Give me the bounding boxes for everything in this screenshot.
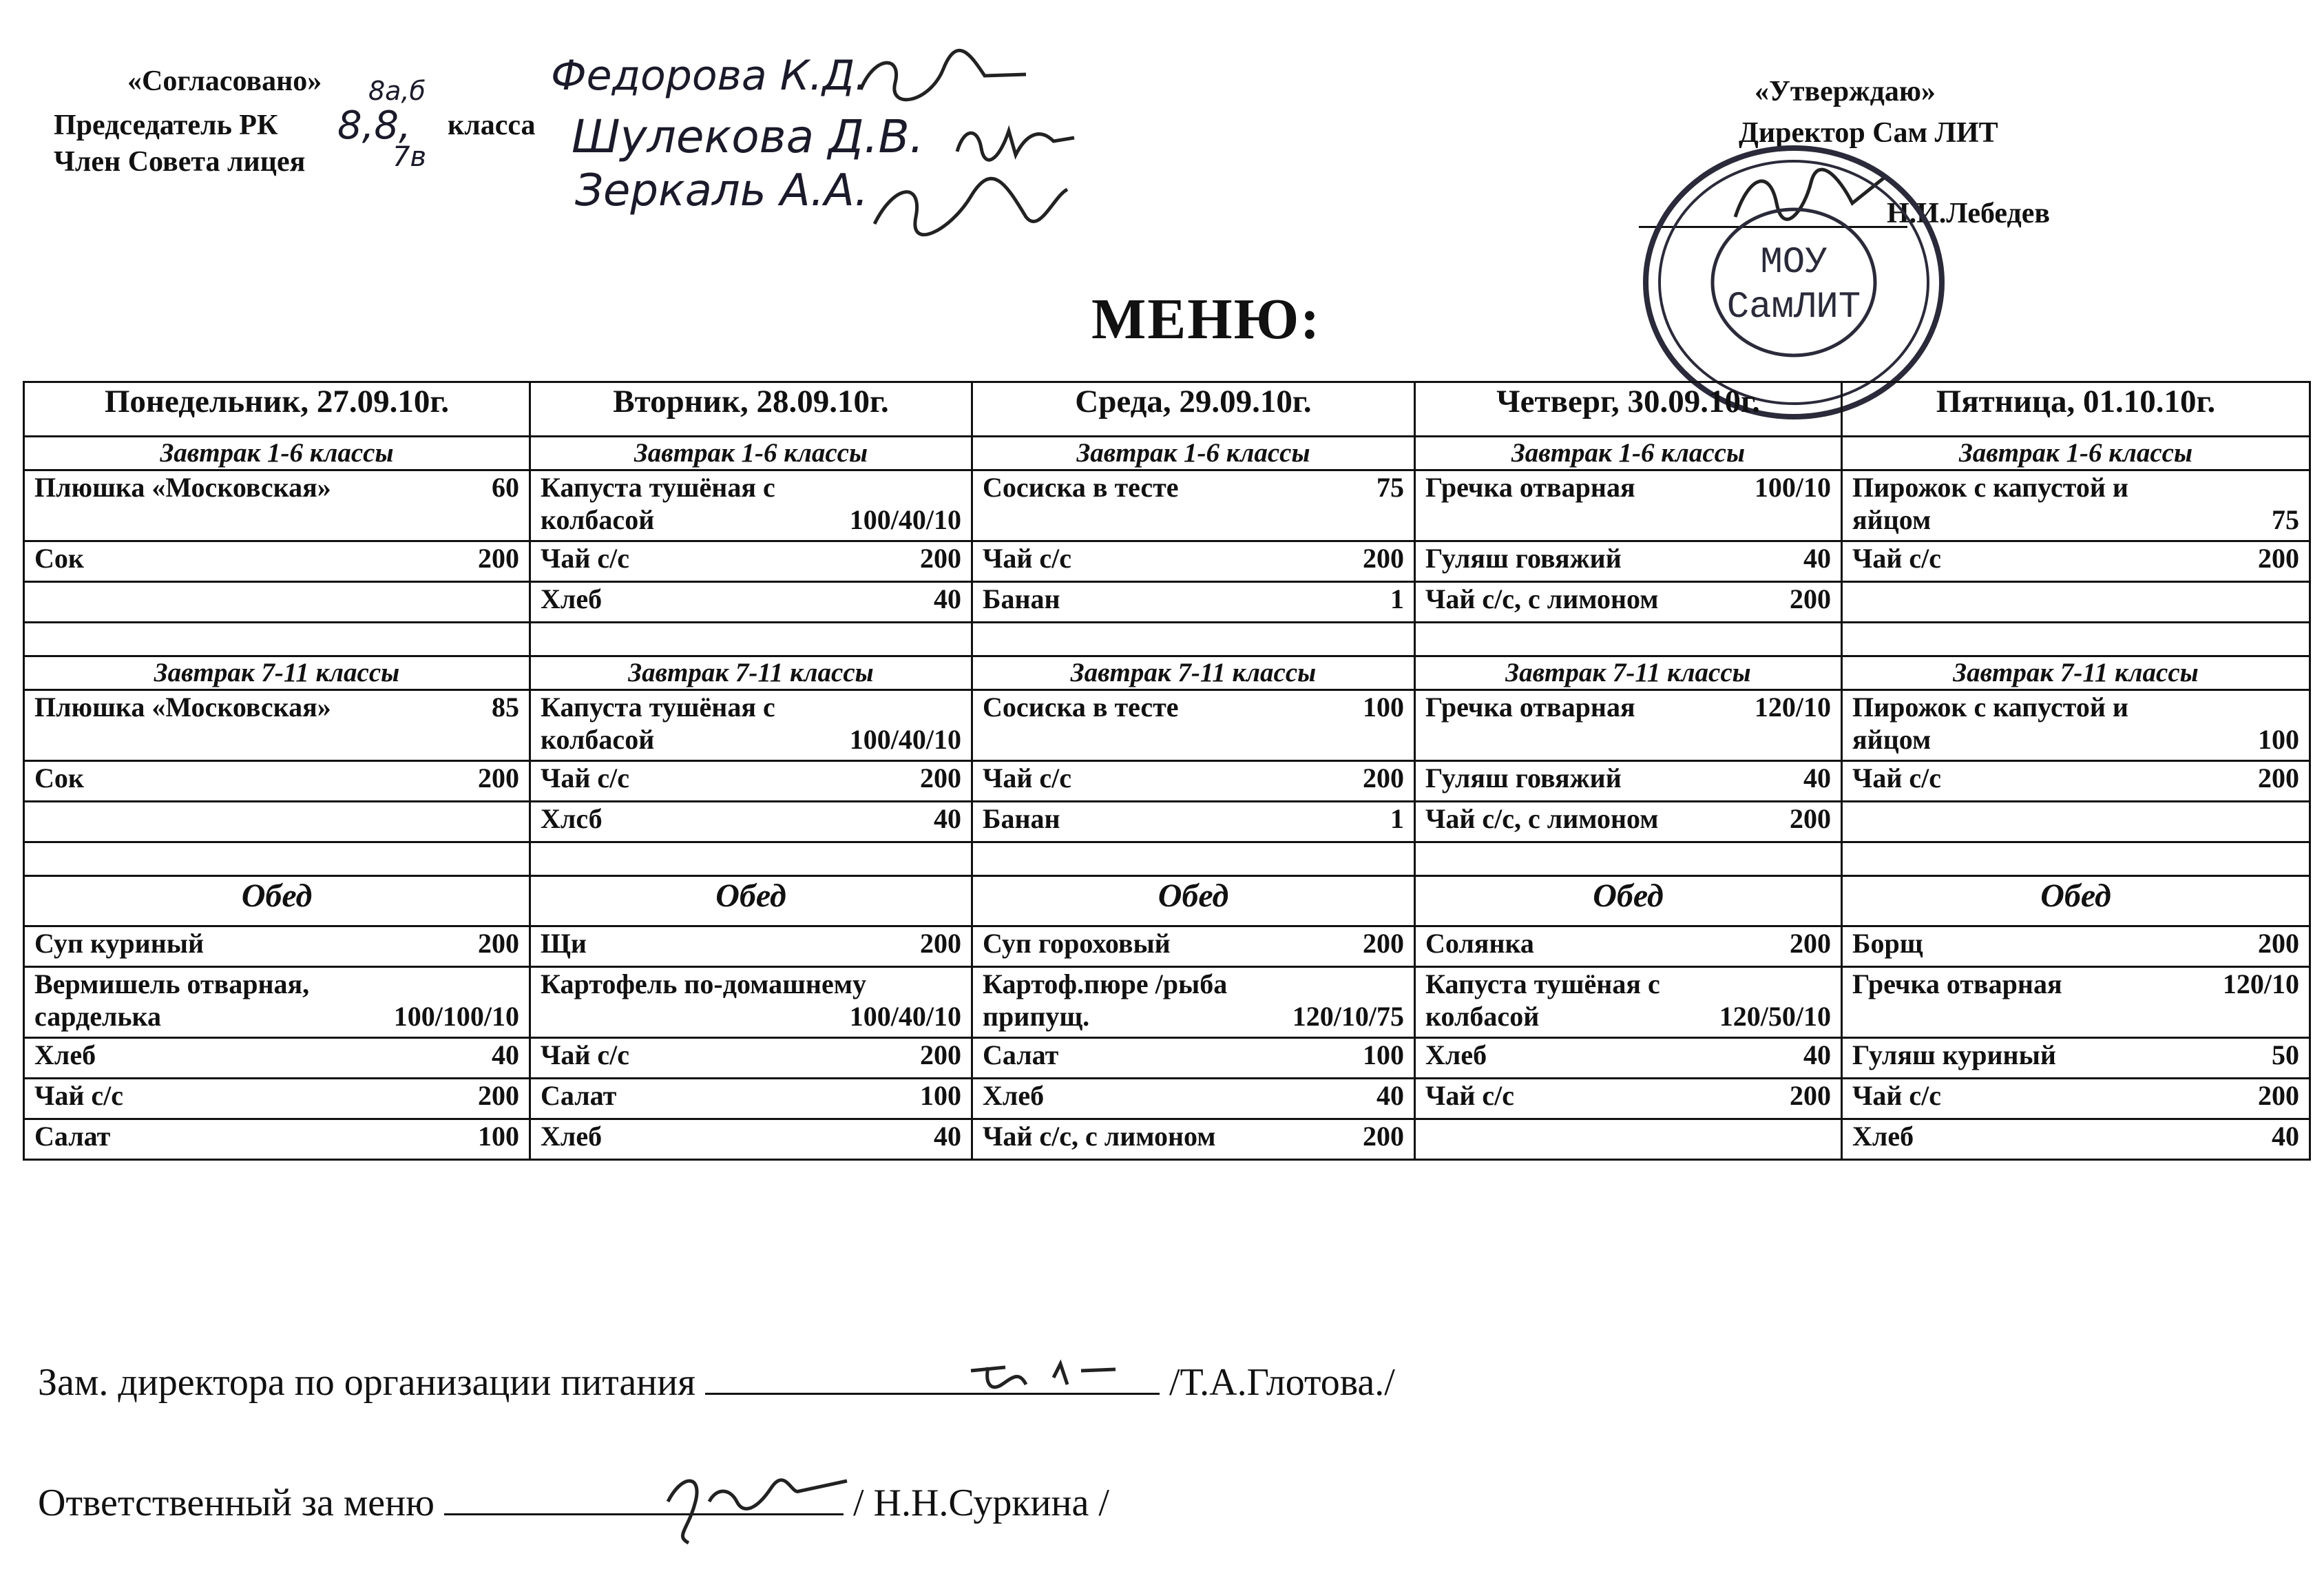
dish-portion: 40 xyxy=(1803,1039,1831,1070)
page-title: МЕНЮ: xyxy=(1091,287,1321,351)
dish-portion: 120/10/75 xyxy=(1292,1001,1404,1032)
dish-name: Хлеб xyxy=(541,583,603,614)
menu-cell xyxy=(1842,926,2310,967)
dish-name: Картоф.пюре /рыба xyxy=(983,968,1228,999)
dish-portion: 75 xyxy=(2272,504,2299,535)
dish-name: Чай с/с xyxy=(1852,763,1942,794)
menu-cell xyxy=(530,802,972,842)
dish-portion: 200 xyxy=(478,763,519,794)
day-header: Четверг, 30.09.10г. xyxy=(1415,382,1842,437)
menu-cell xyxy=(1415,582,1842,623)
menu-cell xyxy=(972,690,1415,761)
menu-cell xyxy=(972,761,1415,802)
dish-portion: 200 xyxy=(478,543,519,574)
dish-name-cont: колбасой xyxy=(1425,1001,1540,1032)
dish-portion: 200 xyxy=(1363,543,1404,574)
dish-portion: 100/100/10 xyxy=(393,1001,519,1032)
menu-cell xyxy=(24,1119,530,1160)
dish-name: Плюшка «Московская» xyxy=(34,472,331,503)
dish-portion: 85 xyxy=(492,692,519,723)
menu-cell xyxy=(1842,470,2310,541)
table-row xyxy=(24,541,2310,582)
dish-name-cont: яйцом xyxy=(1852,504,1932,535)
dish-portion: 200 xyxy=(2258,763,2299,794)
menu-cell xyxy=(972,1038,1415,1079)
section-label: Обед xyxy=(1842,876,2310,926)
section-label: Завтрак 7-11 классы xyxy=(1842,656,2310,690)
dish-portion: 60 xyxy=(492,472,519,503)
dish-name: Сок xyxy=(34,543,84,574)
dish-portion: 100/40/10 xyxy=(849,724,961,755)
section-label: Завтрак 7-11 классы xyxy=(530,656,972,690)
menu-cell xyxy=(972,1119,1415,1160)
dish-portion: 200 xyxy=(920,928,961,959)
dish-portion: 40 xyxy=(2272,1121,2299,1152)
dish-name-cont: сарделька xyxy=(34,1001,161,1032)
dish-name: Сок xyxy=(34,763,84,794)
stamp-center-bottom: СамЛИТ xyxy=(1726,287,1861,329)
dish-portion: 100 xyxy=(2258,724,2299,755)
dish-portion: 100/40/10 xyxy=(849,1001,961,1032)
dish-name: Пирожок с капустой и xyxy=(1852,472,2128,503)
dish-name: Банан xyxy=(983,583,1060,614)
signature-1 xyxy=(854,48,1033,110)
council-member-label: Член Совета лицея xyxy=(54,146,306,178)
responsible-name: / Н.Н.Суркина / xyxy=(852,1482,1109,1524)
dish-portion: 200 xyxy=(2258,1080,2299,1111)
menu-cell xyxy=(972,926,1415,967)
dish-portion: 100/10 xyxy=(1754,472,1831,503)
empty-cell xyxy=(1415,842,1842,876)
menu-cell xyxy=(530,1119,972,1160)
dish-portion: 1 xyxy=(1390,583,1404,614)
table-row xyxy=(24,926,2310,967)
dish-portion: 200 xyxy=(2258,928,2299,959)
dish-portion: 40 xyxy=(1803,543,1831,574)
menu-cell xyxy=(24,582,530,623)
menu-cell xyxy=(530,541,972,582)
dish-name: Гуляш говяжий xyxy=(1425,543,1622,574)
menu-cell xyxy=(1842,690,2310,761)
chair-class-label: класса xyxy=(448,110,536,141)
section-label: Завтрак 7-11 классы xyxy=(972,656,1415,690)
handwritten-class-c: 7в xyxy=(392,141,427,173)
dish-name: Салат xyxy=(983,1039,1059,1070)
menu-cell xyxy=(24,541,530,582)
section-label: Завтрак 1-6 классы xyxy=(530,437,972,470)
menu-cell xyxy=(1842,1038,2310,1079)
dish-name: Сосиска в тесте xyxy=(983,692,1179,723)
dish-portion: 40 xyxy=(934,583,961,614)
menu-cell xyxy=(1415,470,1842,541)
dish-portion: 40 xyxy=(934,803,961,834)
menu-cell xyxy=(24,690,530,761)
menu-cell xyxy=(1842,761,2310,802)
dish-name: Хлеб xyxy=(541,1121,603,1152)
dish-name: Пирожок с капустой и xyxy=(1852,692,2128,723)
dish-name: Вермишель отварная, xyxy=(34,968,310,999)
dish-portion: 200 xyxy=(2258,543,2299,574)
dish-name: Суп куриный xyxy=(34,928,205,959)
menu-cell xyxy=(530,1038,972,1079)
dish-name: Хлеб xyxy=(34,1039,96,1070)
dish-name: Чай с/с xyxy=(34,1080,124,1111)
dish-portion: 200 xyxy=(920,1039,961,1070)
dish-name-cont: припущ. xyxy=(983,1001,1090,1032)
menu-cell xyxy=(972,967,1415,1038)
menu-cell xyxy=(530,582,972,623)
menu-cell xyxy=(24,1038,530,1079)
menu-cell xyxy=(972,1079,1415,1119)
handwritten-name-1: Федорова К.Д. xyxy=(551,52,868,100)
menu-cell xyxy=(1415,690,1842,761)
empty-cell xyxy=(972,842,1415,876)
dish-portion: 120/10 xyxy=(2222,968,2299,999)
menu-cell xyxy=(1842,582,2310,623)
dish-portion: 100 xyxy=(1363,692,1404,723)
menu-cell xyxy=(530,690,972,761)
menu-cell xyxy=(972,470,1415,541)
dish-name: Банан xyxy=(983,803,1060,834)
menu-cell xyxy=(24,967,530,1038)
menu-cell xyxy=(972,582,1415,623)
section-label: Завтрак 7-11 классы xyxy=(24,656,530,690)
menu-cell xyxy=(1415,761,1842,802)
dish-name: Плюшка «Московская» xyxy=(34,692,331,723)
section-breakfast-1-6 xyxy=(24,437,2310,470)
dish-name-cont: колбасой xyxy=(541,504,655,535)
empty-cell xyxy=(24,842,530,876)
dish-name: Чай с/с xyxy=(983,543,1072,574)
section-label: Завтрак 7-11 классы xyxy=(1415,656,1842,690)
menu-cell xyxy=(1415,1038,1842,1079)
dish-portion: 40 xyxy=(492,1039,519,1070)
stamp-center-top: МОУ xyxy=(1760,242,1828,284)
handwritten-class-a: 8а,б xyxy=(368,76,426,106)
section-label: Обед xyxy=(24,876,530,926)
dish-name: Хлеб xyxy=(983,1080,1045,1111)
dish-name: Хлеб xyxy=(1425,1039,1487,1070)
section-label: Завтрак 1-6 классы xyxy=(1842,437,2310,470)
chair-label: Председатель РК xyxy=(54,110,278,141)
dish-name: Хлеб xyxy=(1852,1121,1914,1152)
day-header: Пятница, 01.10.10г. xyxy=(1842,382,2310,437)
dish-name: Гречка отварная xyxy=(1425,472,1635,503)
menu-cell xyxy=(1842,541,2310,582)
deputy-signature-line xyxy=(38,1360,1395,1404)
dish-portion: 100/40/10 xyxy=(849,504,961,535)
dish-name: Чай с/с xyxy=(983,763,1072,794)
dish-name: Чай с/с, с лимоном xyxy=(1425,583,1659,614)
table-row xyxy=(24,1079,2310,1119)
day-header: Среда, 29.09.10г. xyxy=(972,382,1415,437)
menu-cell xyxy=(972,802,1415,842)
dish-name: Сосиска в тесте xyxy=(983,472,1179,503)
dish-portion: 200 xyxy=(920,763,961,794)
dish-portion: 75 xyxy=(1376,472,1404,503)
menu-cell xyxy=(1415,1079,1842,1119)
dish-name: Капуста тушёная с xyxy=(541,692,775,723)
table-row xyxy=(24,470,2310,541)
empty-cell xyxy=(972,623,1415,656)
dish-name: Солянка xyxy=(1425,928,1534,959)
dish-portion: 50 xyxy=(2272,1039,2299,1070)
table-row xyxy=(24,761,2310,802)
dish-portion: 200 xyxy=(1790,1080,1831,1111)
dish-name: Чай с/с xyxy=(1852,1080,1942,1111)
dish-name: Капуста тушёная с xyxy=(541,472,775,503)
responsible-signature-line xyxy=(38,1481,1109,1525)
dish-name: Картофель по-домашнему xyxy=(541,968,866,999)
dish-name: Борщ xyxy=(1852,928,1923,959)
approve-heading: «Утверждаю» xyxy=(1755,76,1936,107)
menu-cell xyxy=(24,470,530,541)
dish-portion: 200 xyxy=(1790,803,1831,834)
menu-cell xyxy=(1842,967,2310,1038)
dish-portion: 1 xyxy=(1390,803,1404,834)
day-header: Понедельник, 27.09.10г. xyxy=(24,382,530,437)
menu-cell xyxy=(530,926,972,967)
dish-portion: 200 xyxy=(1363,1121,1404,1152)
menu-cell xyxy=(1415,967,1842,1038)
dish-portion: 120/10 xyxy=(1754,692,1831,723)
dish-name: Гречка отварная xyxy=(1852,968,2062,999)
section-label: Завтрак 1-6 классы xyxy=(1415,437,1842,470)
menu-cell xyxy=(24,761,530,802)
dish-portion: 40 xyxy=(1803,763,1831,794)
table-row xyxy=(24,1038,2310,1079)
deputy-label: Зам. директора по организации питания xyxy=(38,1361,695,1404)
deputy-signature xyxy=(964,1343,1122,1405)
dish-portion: 200 xyxy=(1790,583,1831,614)
dish-portion: 100 xyxy=(1363,1039,1404,1070)
dish-name: Гуляш куриный xyxy=(1852,1039,2056,1070)
agreed-heading: «Согласовано» xyxy=(127,65,322,97)
dish-portion: 200 xyxy=(478,928,519,959)
dish-portion: 100 xyxy=(920,1080,961,1111)
table-row xyxy=(24,967,2310,1038)
dish-portion: 40 xyxy=(934,1121,961,1152)
dish-portion: 120/50/10 xyxy=(1719,1001,1831,1032)
menu-cell xyxy=(24,1079,530,1119)
table-row xyxy=(24,1119,2310,1160)
section-label: Завтрак 1-6 классы xyxy=(24,437,530,470)
dish-name: Салат xyxy=(541,1080,617,1111)
table-row xyxy=(24,582,2310,623)
dish-portion: 100 xyxy=(478,1121,519,1152)
deputy-name: /Т.А.Глотова./ xyxy=(1169,1361,1395,1404)
empty-cell xyxy=(1415,623,1842,656)
menu-cell xyxy=(1842,1119,2310,1160)
empty-cell xyxy=(1842,623,2310,656)
dish-name: Салат xyxy=(34,1121,111,1152)
menu-cell xyxy=(24,802,530,842)
section-breakfast-7-11 xyxy=(24,656,2310,690)
empty-cell xyxy=(530,842,972,876)
dish-portion: 200 xyxy=(1363,928,1404,959)
dish-portion: 40 xyxy=(1376,1080,1404,1111)
handwritten-class-b: 8,8, xyxy=(337,103,411,148)
empty-cell xyxy=(530,623,972,656)
handwritten-name-2: Шулекова Д.В. xyxy=(572,110,924,163)
handwritten-name-3: Зеркаль А.А. xyxy=(575,165,869,216)
menu-cell xyxy=(530,761,972,802)
dish-portion: 200 xyxy=(478,1080,519,1111)
dish-name: Чай с/с xyxy=(541,763,630,794)
dish-name: Чай с/с xyxy=(1852,543,1942,574)
signature-3 xyxy=(868,169,1074,245)
dish-name: Гречка отварная xyxy=(1425,692,1635,723)
dish-name: Чай с/с xyxy=(1425,1080,1515,1111)
menu-cell xyxy=(1842,1079,2310,1119)
dish-name: Капуста тушёная с xyxy=(1425,968,1660,999)
table-row xyxy=(24,802,2310,842)
menu-cell xyxy=(1415,541,1842,582)
table-row xyxy=(24,690,2310,761)
section-label: Обед xyxy=(972,876,1415,926)
menu-cell xyxy=(530,470,972,541)
dish-name-cont: колбасой xyxy=(541,724,655,755)
dish-name: Гуляш говяжий xyxy=(1425,763,1622,794)
signature-2 xyxy=(950,114,1081,169)
menu-cell xyxy=(530,967,972,1038)
responsible-label: Ответственный за меню xyxy=(38,1482,435,1524)
menu-cell xyxy=(530,1079,972,1119)
table-row-empty xyxy=(24,623,2310,656)
days-row xyxy=(24,382,2310,437)
dish-name: Щи xyxy=(541,928,587,959)
menu-cell xyxy=(24,926,530,967)
menu-cell xyxy=(1415,802,1842,842)
dish-name: Суп гороховый xyxy=(983,928,1171,959)
section-label: Обед xyxy=(530,876,972,926)
menu-table xyxy=(23,381,2311,1161)
director-name: Н.И.Лебедев xyxy=(1887,198,2051,229)
dish-portion: 200 xyxy=(1790,928,1831,959)
responsible-signature xyxy=(654,1460,861,1557)
menu-cell xyxy=(1415,1119,1842,1160)
dish-name: Хлсб xyxy=(541,803,603,834)
section-label: Завтрак 1-6 классы xyxy=(972,437,1415,470)
empty-cell xyxy=(1842,842,2310,876)
dish-name: Чай с/с xyxy=(541,543,630,574)
dish-name: Чай с/с, с лимоном xyxy=(983,1121,1216,1152)
dish-portion: 200 xyxy=(920,543,961,574)
dish-name: Чай с/с xyxy=(541,1039,630,1070)
dish-portion: 200 xyxy=(1363,763,1404,794)
director-label: Директор Сам ЛИТ xyxy=(1739,117,1998,149)
dish-name: Чай с/с, с лимоном xyxy=(1425,803,1659,834)
empty-cell xyxy=(24,623,530,656)
menu-cell xyxy=(1842,802,2310,842)
menu-cell xyxy=(1415,926,1842,967)
section-lunch xyxy=(24,876,2310,926)
section-label: Обед xyxy=(1415,876,1842,926)
day-header: Вторник, 28.09.10г. xyxy=(530,382,972,437)
dish-name-cont: яйцом xyxy=(1852,724,1932,755)
table-row-empty xyxy=(24,842,2310,876)
menu-cell xyxy=(972,541,1415,582)
